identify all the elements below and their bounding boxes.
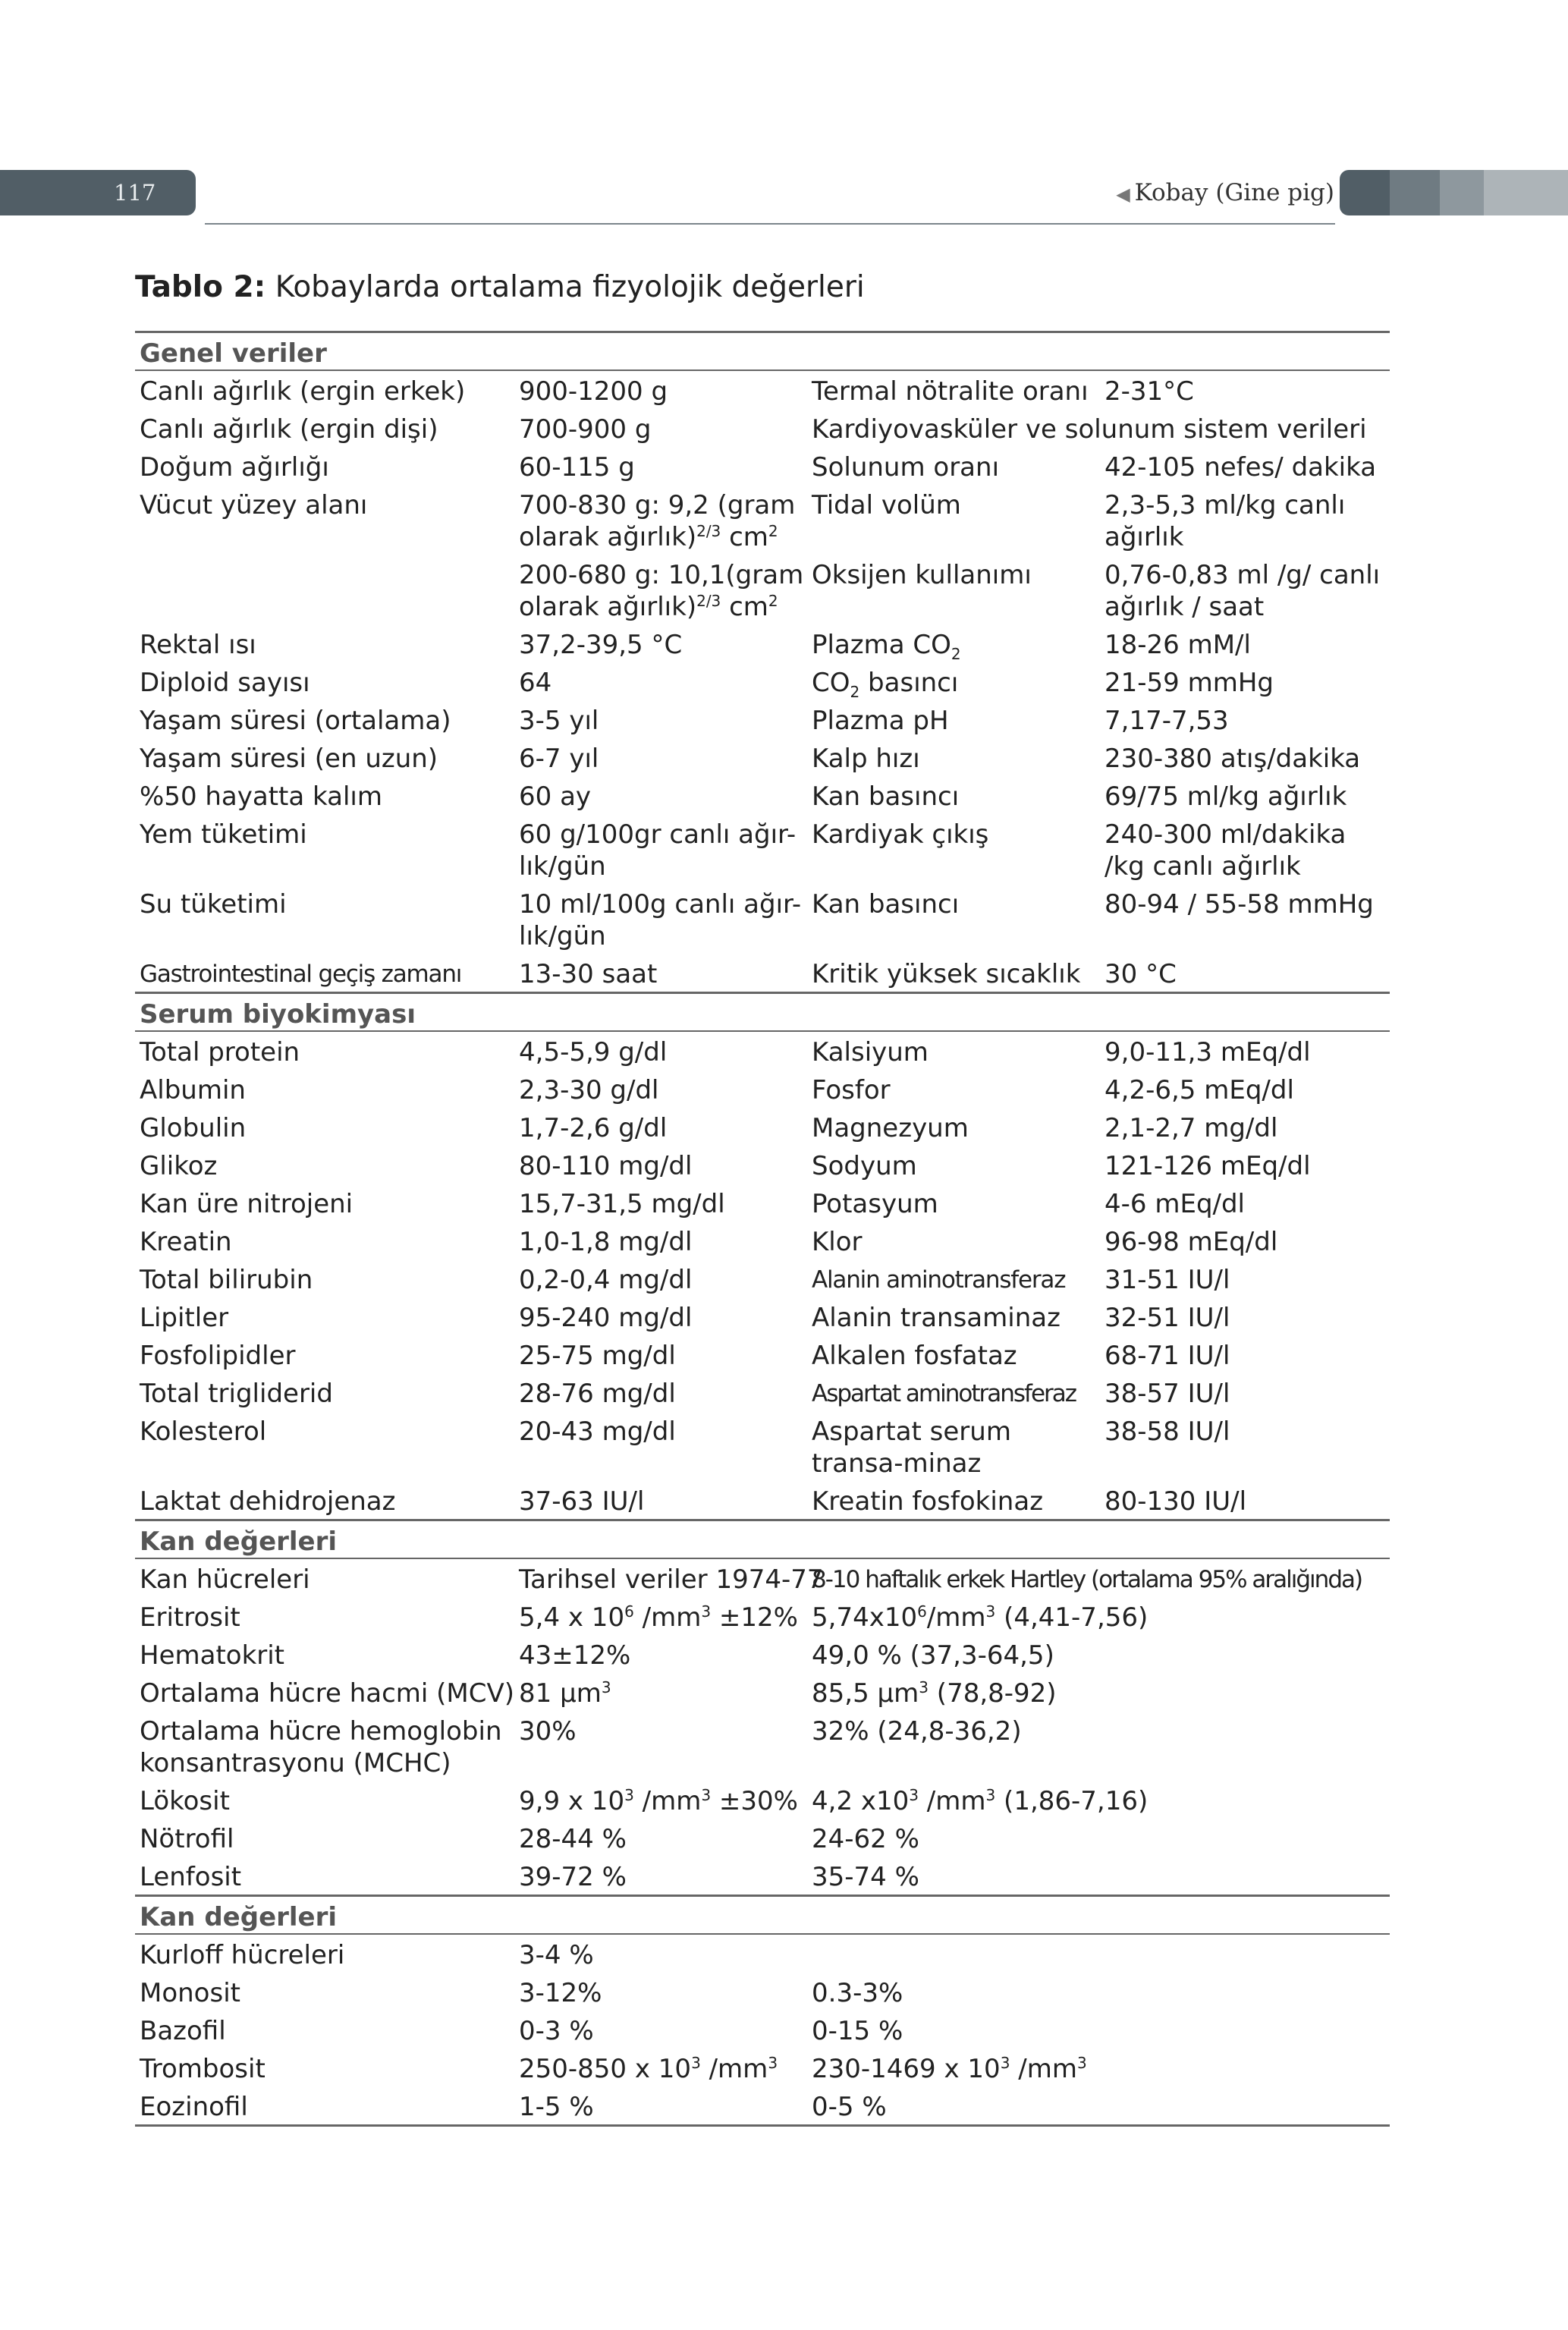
- cell-text: /mm: [1010, 2054, 1077, 2084]
- cell: [807, 2049, 1390, 2086]
- superscript: 3: [601, 1678, 611, 1696]
- cell: [514, 2049, 807, 2086]
- triangle-left-icon: ◀: [1116, 184, 1130, 205]
- cell-text: 81 µm: [519, 1678, 602, 1709]
- cell: Ortalama hücre hacmi (MCV): [140, 1678, 515, 1709]
- cell: 0-5 %: [807, 2086, 1390, 2126]
- table-row: [135, 1184, 1390, 1222]
- cell: Potasyum: [812, 1189, 938, 1219]
- cell: 68-71 IU/l: [1105, 1341, 1230, 1371]
- superscript: 3: [985, 1602, 996, 1621]
- cell-text: /mm: [633, 1786, 702, 1816]
- cell: Kan basıncı: [812, 781, 960, 812]
- cell: Vücut yüzey alanı: [140, 490, 368, 520]
- cell: Ortalama hücre hemoglobin konsantrasyonu (MCHC): [140, 1716, 502, 1778]
- cell: 38-57 IU/l: [1105, 1379, 1230, 1409]
- table-row: [135, 814, 1390, 884]
- cell: Magnezyum: [812, 1113, 969, 1143]
- header-block: [1340, 170, 1390, 215]
- cell: [807, 662, 1100, 700]
- cell: 21-59 mmHg: [1105, 668, 1274, 698]
- blood-section-1: [135, 1520, 1390, 1896]
- table-row: [135, 2011, 1390, 2049]
- cell: 2,1-2,7 mg/dl: [1105, 1113, 1278, 1143]
- cell-text: 5,4 x 10: [519, 1602, 625, 1633]
- cell: 49,0 % (37,3-64,5): [812, 1640, 1054, 1671]
- cell-text: (78,8-92): [929, 1678, 1057, 1709]
- cell-text: 700-830 g: 9,2 (gram olarak ağırlık): [519, 490, 796, 552]
- cell: 13-30 saat: [514, 954, 807, 993]
- cell: 8-10 haftalık erkek Hartley (ortalama 95% aralığında): [812, 1566, 1362, 1593]
- cell: Su tüketimi: [140, 889, 287, 920]
- cell: 30 °C: [1100, 954, 1390, 993]
- table-row: [135, 1934, 1390, 1973]
- cell: 64: [519, 668, 552, 698]
- cell: 25-75 mg/dl: [519, 1341, 676, 1371]
- cell: Yaşam süresi (ortalama): [140, 706, 451, 736]
- section-header: [135, 1520, 1390, 1559]
- cell: 32-51 IU/l: [1105, 1303, 1230, 1333]
- table-row: [135, 662, 1390, 700]
- table-caption-label: Tablo 2:: [135, 270, 266, 304]
- table-row: [135, 1673, 1390, 1711]
- cell: Diploid sayısı: [140, 668, 310, 698]
- cell: Termal nötralite oranı: [812, 376, 1089, 407]
- table-row: [135, 884, 1390, 954]
- section-header: [135, 332, 1390, 371]
- cell: Eozinofil: [135, 2086, 514, 2126]
- cell: Fosfor: [812, 1075, 891, 1105]
- superscript: 3: [701, 1786, 712, 1804]
- superscript: 2/3: [696, 522, 721, 540]
- blood-section-2: [135, 1896, 1390, 2126]
- table-row: [135, 409, 1390, 447]
- cell-text: ±30%: [711, 1786, 798, 1816]
- table-row: [135, 1031, 1390, 1070]
- cell: 1,7-2,6 g/dl: [519, 1113, 668, 1143]
- cell: Trombosit: [140, 2054, 266, 2084]
- table-row: [135, 1297, 1390, 1335]
- cell: Aspartat aminotransferaz: [812, 1380, 1076, 1407]
- section-title: Kan değerleri: [135, 1520, 1390, 1559]
- cell: Kreatin fosfokinaz: [807, 1481, 1100, 1520]
- superscript: 3: [701, 1602, 712, 1621]
- cell: Yaşam süresi (en uzun): [140, 744, 438, 774]
- cell: [514, 1597, 807, 1635]
- cell: 42-105 nefes/ dakika: [1105, 452, 1377, 483]
- cell: Monosit: [140, 1978, 240, 2008]
- superscript: 3: [624, 1786, 634, 1804]
- table-row: [135, 1558, 1390, 1597]
- table-row: [135, 1973, 1390, 2011]
- table-row: [135, 700, 1390, 738]
- cell-text: basıncı: [859, 668, 959, 698]
- cell: 60 g/100gr canlı ağır-lık/gün: [519, 819, 797, 882]
- cell: Plazma pH: [812, 706, 949, 736]
- superscript: 3: [909, 1786, 919, 1804]
- header-band-right: [1340, 170, 1568, 215]
- cell: Gastrointestinal geçiş zamanı: [135, 954, 514, 993]
- header-band-left: [0, 170, 196, 215]
- cell: Kurloff hücreleri: [140, 1940, 345, 1970]
- cell-text: 85,5 µm: [812, 1678, 919, 1709]
- cell: 240-300 ml/dakika /kg canlı ağırlık: [1105, 819, 1346, 882]
- table-row: [135, 776, 1390, 814]
- cell: 4,2-6,5 mEq/dl: [1105, 1075, 1294, 1105]
- cell-text: 4,2 x10: [812, 1786, 910, 1816]
- table-row: [135, 1146, 1390, 1184]
- cell: Oksijen kullanımı: [812, 560, 1032, 590]
- cell: 95-240 mg/dl: [519, 1303, 693, 1333]
- cell: Total trigliderid: [140, 1379, 333, 1409]
- cell: Kan üre nitrojeni: [140, 1189, 354, 1219]
- cell: %50 hayatta kalım: [140, 781, 382, 812]
- cell: 60 ay: [519, 781, 592, 812]
- table-row: [135, 1857, 1390, 1896]
- cell: 4-6 mEq/dl: [1105, 1189, 1246, 1219]
- cell-text: CO: [812, 668, 850, 698]
- superscript: 3: [985, 1786, 996, 1804]
- cell: 121-126 mEq/dl: [1105, 1151, 1311, 1181]
- cell: 700-900 g: [519, 414, 652, 445]
- table-row: [135, 1373, 1390, 1411]
- section-title: Genel veriler: [135, 332, 1390, 371]
- cell: 230-380 atış/dakika: [1105, 744, 1361, 774]
- cell: 3-4 %: [519, 1940, 594, 1970]
- cell: Tidal volüm: [812, 490, 961, 520]
- cell: 3-5 yıl: [519, 706, 599, 736]
- table-row: [135, 485, 1390, 555]
- cell: Fosfolipidler: [140, 1341, 296, 1371]
- cell: Kan basıncı: [812, 889, 960, 920]
- cell: Hematokrit: [140, 1640, 285, 1671]
- cell: Sodyum: [812, 1151, 917, 1181]
- cell: 38-58 IU/l: [1105, 1417, 1230, 1447]
- table-row: [135, 1335, 1390, 1373]
- cell: 28-44 %: [519, 1824, 627, 1854]
- cell-text: 5,74x10: [812, 1602, 918, 1633]
- section-title: Serum biyokimyası: [135, 993, 1390, 1032]
- table-row: [135, 1781, 1390, 1819]
- cell-text: 250-850 x 10: [519, 2054, 692, 2084]
- section-header: [135, 1896, 1390, 1935]
- cell: Kardiyovasküler ve solunum sistem verileri: [812, 414, 1367, 445]
- table-row: [135, 555, 1390, 624]
- serum-section: [135, 993, 1390, 1520]
- cell-text: 200-680 g: 10,1(gram olarak ağırlık): [519, 560, 804, 622]
- cell-text: ±12%: [711, 1602, 798, 1633]
- cell: 2,3-30 g/dl: [519, 1075, 659, 1105]
- cell: 69/75 ml/kg ağırlık: [1105, 781, 1347, 812]
- table-row: [135, 1481, 1390, 1520]
- cell: Albumin: [140, 1075, 246, 1105]
- cell: 900-1200 g: [519, 376, 668, 407]
- cell: 15,7-31,5 mg/dl: [519, 1189, 725, 1219]
- cell: Alanin aminotransferaz: [812, 1266, 1066, 1294]
- cell: Lipitler: [140, 1303, 229, 1333]
- cell: 96-98 mEq/dl: [1105, 1227, 1278, 1257]
- cell: 2-31°C: [1105, 376, 1194, 407]
- cell-text: /mm: [919, 1786, 986, 1816]
- cell: 20-43 mg/dl: [519, 1417, 676, 1447]
- cell: 1-5 %: [514, 2086, 807, 2126]
- cell: 6-7 yıl: [519, 744, 599, 774]
- cell: Laktat dehidrojenaz: [135, 1481, 514, 1520]
- cell: 31-51 IU/l: [1105, 1265, 1230, 1295]
- cell-text: (1,86-7,16): [995, 1786, 1149, 1816]
- superscript: 3: [768, 2054, 778, 2072]
- cell: 30%: [519, 1716, 577, 1747]
- section-header: [135, 993, 1390, 1032]
- table-row: [135, 1259, 1390, 1297]
- cell: Kardiyak çıkış: [812, 819, 989, 850]
- cell: [807, 1781, 1390, 1819]
- table-row: [135, 1711, 1390, 1781]
- general-section: [135, 332, 1390, 993]
- cell: Kreatin: [140, 1227, 232, 1257]
- cell: Lökosit: [140, 1786, 230, 1816]
- cell-text: Plazma CO: [812, 630, 951, 660]
- superscript: 3: [1000, 2054, 1010, 2072]
- table-row: [135, 1635, 1390, 1673]
- cell: Bazofil: [140, 2016, 226, 2046]
- cell: Lenfosit: [135, 1857, 514, 1896]
- section-title: Kan değerleri: [135, 1896, 1390, 1935]
- cell: Kalsiyum: [812, 1037, 929, 1068]
- cell: 80-110 mg/dl: [519, 1151, 693, 1181]
- table-row: [135, 1411, 1390, 1481]
- cell: Yem tüketimi: [140, 819, 307, 850]
- superscript: 2/3: [696, 592, 721, 610]
- cell: 80-94 / 55-58 mmHg: [1105, 889, 1374, 920]
- cell: 24-62 %: [812, 1824, 919, 1854]
- cell: [807, 1673, 1390, 1711]
- header-rule: [205, 223, 1335, 225]
- subscript: 2: [951, 645, 961, 663]
- superscript: 3: [691, 2054, 701, 2072]
- cell: 37-63 IU/l: [514, 1481, 807, 1520]
- table-row: [135, 370, 1390, 409]
- cell: [807, 1934, 1390, 1973]
- cell: 18-26 mM/l: [1105, 630, 1251, 660]
- superscript: 3: [1076, 2054, 1087, 2072]
- table-row: [135, 1222, 1390, 1259]
- cell: [135, 555, 514, 624]
- table-caption-text: Kobaylarda ortalama fizyolojik değerleri: [266, 270, 865, 304]
- cell-text: /mm: [633, 1602, 702, 1633]
- physiology-table: [135, 331, 1390, 2127]
- cell: Kalp hızı: [812, 744, 920, 774]
- cell: 60-115 g: [519, 452, 635, 483]
- cell: 10 ml/100g canlı ağır-lık/gün: [519, 889, 802, 951]
- table-row: [135, 2049, 1390, 2086]
- table-row: [135, 2086, 1390, 2126]
- table-row: [135, 1597, 1390, 1635]
- cell: [514, 1781, 807, 1819]
- superscript: 3: [919, 1678, 929, 1696]
- cell: 4,5-5,9 g/dl: [519, 1037, 668, 1068]
- cell: Aspartat serum transa-minaz: [812, 1417, 1011, 1479]
- cell: 0-3 %: [519, 2016, 594, 2046]
- cell: 2,3-5,3 ml/kg canlı ağırlık: [1105, 490, 1346, 552]
- cell-text: 9,9 x 10: [519, 1786, 625, 1816]
- cell: Alanin transaminaz: [812, 1303, 1061, 1333]
- cell: [514, 1673, 807, 1711]
- cell: 7,17-7,53: [1105, 706, 1229, 736]
- cell: Canlı ağırlık (ergin erkek): [140, 376, 466, 407]
- cell-text: /mm: [700, 2054, 768, 2084]
- cell: 1,0-1,8 mg/dl: [519, 1227, 693, 1257]
- running-title: [1116, 170, 1334, 215]
- table-row: [135, 738, 1390, 776]
- cell: Kolesterol: [140, 1417, 267, 1447]
- cell: Kan hücreleri: [140, 1564, 310, 1595]
- superscript: 2: [768, 592, 778, 610]
- cell-text: cm: [721, 592, 768, 622]
- cell: 35-74 %: [807, 1857, 1390, 1896]
- cell: Glikoz: [140, 1151, 218, 1181]
- header-block: [1390, 170, 1440, 215]
- cell: [807, 1597, 1390, 1635]
- cell: Eritrosit: [140, 1602, 240, 1633]
- cell: 80-130 IU/l: [1100, 1481, 1390, 1520]
- cell: 32% (24,8-36,2): [812, 1716, 1022, 1747]
- table-row: [135, 1070, 1390, 1108]
- cell: 37,2-39,5 °C: [519, 630, 683, 660]
- table-row: [135, 624, 1390, 662]
- table-row: [135, 447, 1390, 485]
- cell-text: (4,41-7,56): [995, 1602, 1149, 1633]
- superscript: 6: [624, 1602, 634, 1621]
- cell: 0.3-3%: [812, 1978, 903, 2008]
- cell: Tarihsel veriler 1974-77: [519, 1564, 824, 1595]
- cell: Globulin: [140, 1113, 247, 1143]
- cell: Kritik yüksek sıcaklık: [807, 954, 1100, 993]
- cell: 39-72 %: [514, 1857, 807, 1896]
- cell: 3-12%: [519, 1978, 602, 2008]
- cell: Rektal ısı: [140, 630, 256, 660]
- cell: Doğum ağırlığı: [140, 452, 329, 483]
- cell: Solunum oranı: [812, 452, 1000, 483]
- cell: 43±12%: [519, 1640, 631, 1671]
- cell: Total bilirubin: [140, 1265, 313, 1295]
- cell: Canlı ağırlık (ergin dişi): [140, 414, 438, 445]
- cell: [514, 555, 807, 624]
- cell: Klor: [812, 1227, 863, 1257]
- header-block: [1484, 170, 1568, 215]
- cell: 0,76-0,83 ml /g/ canlı ağırlık / saat: [1105, 560, 1381, 622]
- subscript: 2: [850, 683, 860, 701]
- cell: 28-76 mg/dl: [519, 1379, 676, 1409]
- cell: Nötrofil: [140, 1824, 234, 1854]
- header-block: [1440, 170, 1484, 215]
- cell-text: 230-1469 x 10: [812, 2054, 1001, 2084]
- cell: 9,0-11,3 mEq/dl: [1105, 1037, 1311, 1068]
- table-row: [135, 1819, 1390, 1857]
- running-title-text: Kobay (Gine pig): [1134, 179, 1334, 206]
- table-row: [135, 954, 1390, 993]
- cell: [514, 485, 807, 555]
- cell: Alkalen fosfataz: [812, 1341, 1017, 1371]
- cell-text: /mm: [926, 1602, 986, 1633]
- cell-text: cm: [721, 522, 768, 552]
- superscript: 6: [917, 1602, 927, 1621]
- page-number: 117: [114, 180, 156, 206]
- superscript: 2: [768, 522, 778, 540]
- cell: 0-15 %: [812, 2016, 903, 2046]
- cell: 0,2-0,4 mg/dl: [519, 1265, 693, 1295]
- table-row: [135, 1108, 1390, 1146]
- cell: Total protein: [140, 1037, 300, 1068]
- table-caption: [135, 270, 865, 304]
- cell: [807, 624, 1100, 662]
